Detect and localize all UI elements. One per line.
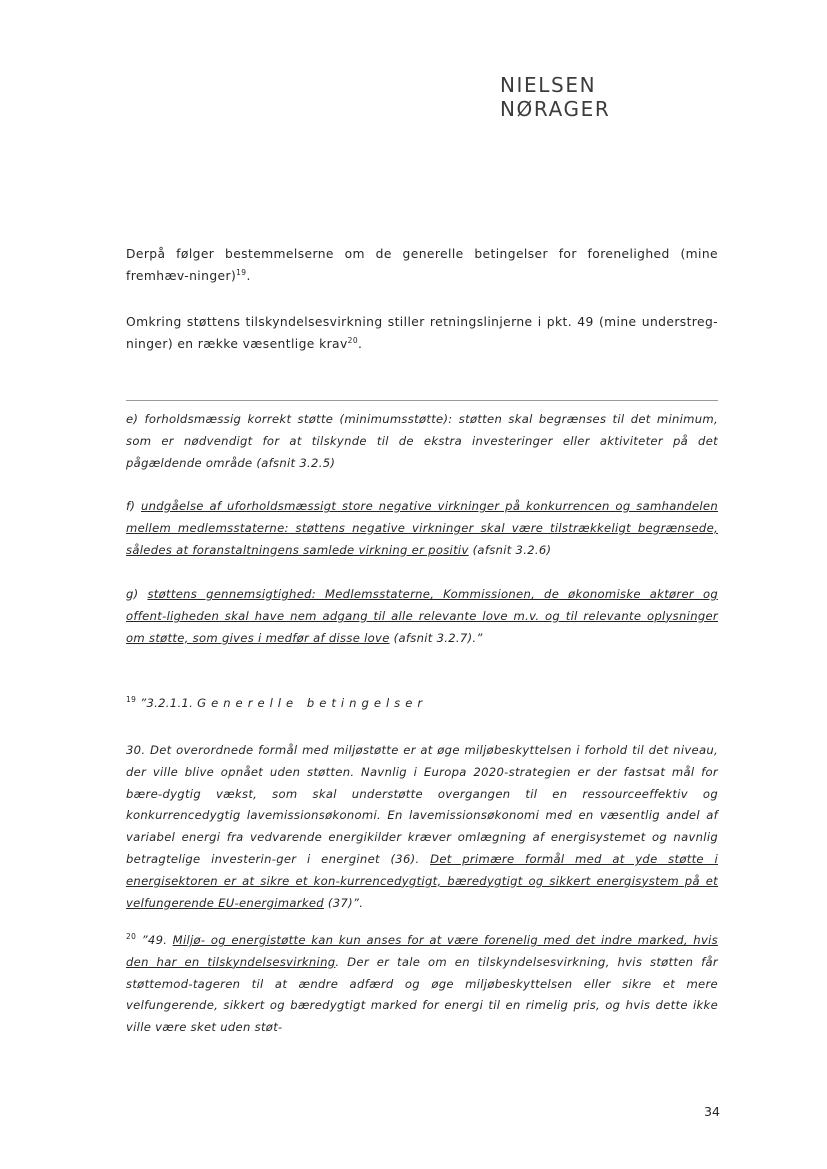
- paragraph-text: Omkring støttens tilskyndelsesvirkning stiller retningslinjerne i pkt. 49 (mine understreg-ninger) en række væsentlige krav: [126, 315, 718, 351]
- footnote-text: . Der er tale om en tilskyndelsesvirkning, hvis støtten får støttemod-tageren til at ændre adfærd og øge miljøbeskyttelsen eller sikre et mere velfungerende, sikkert og bæredygtigt marked for energi til en rimelig pris, og hvis dette ikke ville være sket uden støt-: [126, 954, 718, 1035]
- footnote-19-heading: [126, 693, 718, 715]
- footnote-19-paragraph-30: [126, 740, 718, 914]
- footnote-reference[interactable]: 20: [347, 335, 358, 345]
- quote-item-e: e) forholdsmæssig korrekt støtte (minimumsstøtte): støtten skal begrænses til det minimum, som er nødvendigt for at tilskynde til de ekstra investeringer eller aktiviteter på det pågældende område (afsnit 3.2.5): [126, 412, 718, 470]
- item-label: f): [126, 499, 141, 513]
- footnote-20: [126, 930, 718, 1039]
- item-suffix: (afsnit 3.2.7).”: [389, 630, 483, 645]
- footnote-number: 20: [126, 932, 137, 942]
- heading-prefix: ”3.2.1.1.: [136, 696, 198, 710]
- paragraph-suffix: (37)”.: [323, 895, 364, 910]
- footnote-divider: [126, 400, 718, 401]
- underlined-text: Miljø- og energistøtte kan kun anses for at være forenelig med det indre marked, hvis den har en tilskyndelsesvirkning: [126, 933, 718, 969]
- footnote-reference[interactable]: 19: [236, 267, 247, 277]
- quote-item-f: [126, 496, 718, 561]
- footnote-number: 19: [126, 695, 137, 705]
- item-label: g): [126, 587, 148, 601]
- body-paragraph-1: [126, 244, 718, 287]
- paragraph-end: .: [358, 336, 363, 351]
- paragraph-end: .: [246, 268, 251, 283]
- underlined-text: Det primære formål med at yde støtte i energisektoren er at sikre et kon-kurrencedygtigt, bæredygtigt og sikkert energisystem på et velfungerende EU-energimarked: [126, 851, 718, 910]
- footnote-prefix: ”49.: [136, 933, 173, 947]
- paragraph-text: 30. Det overordnede formål med miljøstøtte er at øge miljøbeskyttelsen i forhold til det niveau, der ville blive opnået uden støtten. Navnlig i Europa 2020-strategien er der fastsat mål for bære-dygtig vækst, som skal understøtte overgangen til en ressourceeffektiv og konkurrencedygtig lavemissionsøkonomi. En lavemissionsøkonomi med en væsentlig andel af variabel energi fra vedvarende energikilder kræver omlægning af energisystemet og navnlig betragtelige investerin-ger i energinet (36).: [126, 743, 718, 866]
- paragraph-text: Derpå følger bestemmelserne om de generelle betingelser for forenelighed (mine fremhæv-ninger): [126, 247, 718, 283]
- page-number: 34: [704, 1104, 720, 1119]
- item-suffix: (afsnit 3.2.6): [468, 542, 552, 557]
- brand-logo-text: NIELSEN NØRAGER: [500, 73, 611, 121]
- quote-item-g: [126, 584, 718, 649]
- underlined-text: støttens gennemsigtighed: Medlemsstaterne, Kommissionen, de økonomiske aktører og offent-ligheden skal have nem adgang til alle relevante love m.v. og til relevante oplysninger om støtte, som gives i medfør af disse love: [126, 587, 718, 645]
- underlined-text: undgåelse af uforholdsmæssigt store negative virkninger på konkurrencen og samhandelen mellem medlemsstaterne: støttens negative virkninger skal være tilstrækkeligt begrænsede, således at foranstaltningens samlede virkning er positiv: [126, 499, 718, 557]
- heading-title: Generelle betingelser: [197, 696, 428, 710]
- body-paragraph-2: [126, 312, 718, 355]
